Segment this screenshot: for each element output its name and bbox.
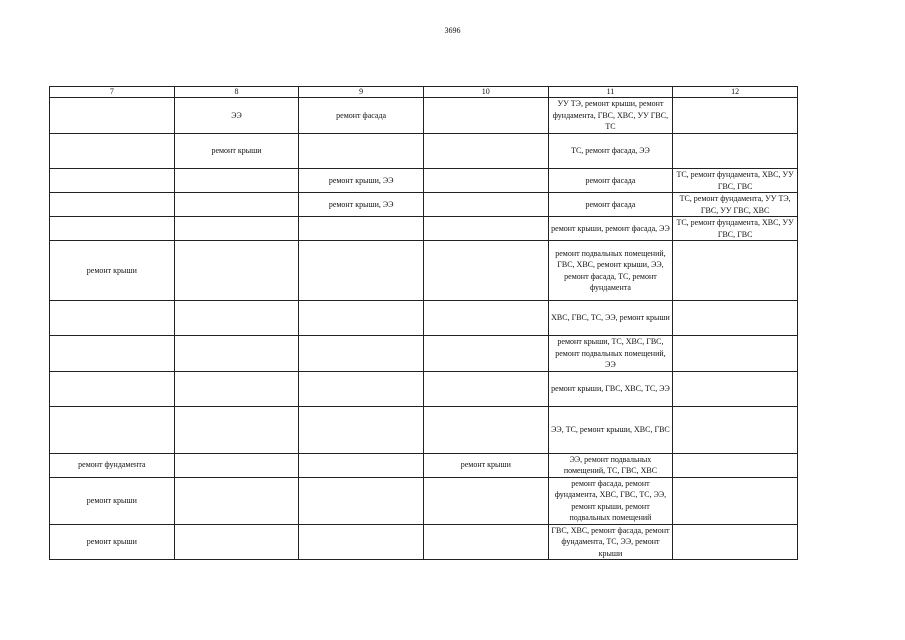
table-header-row [50,87,798,98]
table-cell [299,406,424,453]
table-cell [174,453,299,477]
table-cell [423,301,548,336]
table-cell [50,98,175,134]
work-types-table [49,86,798,560]
table-row [50,524,798,560]
table-cell [174,217,299,241]
table-cell [174,193,299,217]
table-cell [673,336,798,372]
table-cell [299,336,424,372]
table-cell [50,406,175,453]
table-cell: УУ ТЭ, ремонт крыши, ремонт фундамента, ГВС, ХВС, УУ ГВС, ТС [548,98,673,134]
table-cell: ремонт крыши, ремонт фасада, ЭЭ [548,217,673,241]
table-cell: ремонт крыши [50,477,175,524]
table-cell [174,406,299,453]
table-cell [423,241,548,301]
table-cell: ремонт крыши [423,453,548,477]
table-cell: ТС, ремонт фундамента, УУ ТЭ, ГВС, УУ ГВС, ХВС [673,193,798,217]
table-cell [673,371,798,406]
table-row [50,134,798,169]
table-cell: ремонт крыши [174,134,299,169]
table-cell [50,336,175,372]
table-cell [50,169,175,193]
table-cell [50,217,175,241]
table-cell [423,98,548,134]
table-cell: ремонт крыши [50,241,175,301]
table-row [50,301,798,336]
table-cell [423,371,548,406]
page-number: 3696 [444,26,461,35]
table-row [50,98,798,134]
table-cell [50,301,175,336]
table-cell [174,477,299,524]
table-cell [673,134,798,169]
table-cell [50,193,175,217]
table-cell [423,477,548,524]
table-cell [174,169,299,193]
table-cell [299,524,424,560]
table-cell [423,524,548,560]
column-header: 12 [673,87,798,98]
table-row [50,406,798,453]
table-cell: ремонт крыши, ЭЭ [299,169,424,193]
table-cell [673,477,798,524]
table-cell [423,217,548,241]
table-cell [423,134,548,169]
table-cell: ЭЭ [174,98,299,134]
table-cell [174,524,299,560]
table-cell [174,241,299,301]
table-cell [299,477,424,524]
table-row [50,193,798,217]
table-cell [299,241,424,301]
table-row [50,169,798,193]
table-cell: ремонт фасада [299,98,424,134]
table-row [50,336,798,372]
column-header: 8 [174,87,299,98]
table-cell [423,406,548,453]
table-cell: ТС, ремонт фасада, ЭЭ [548,134,673,169]
table-cell: ремонт фасада [548,193,673,217]
table-row [50,453,798,477]
table-cell: ТС, ремонт фундамента, ХВС, УУ ГВС, ГВС [673,217,798,241]
table-cell [50,134,175,169]
table-cell: ремонт подвальных помещений, ГВС, ХВС, ремонт крыши, ЭЭ, ремонт фасада, ТС, ремонт фундамента [548,241,673,301]
column-header: 7 [50,87,175,98]
table-cell: ремонт фасада, ремонт фундамента, ХВС, ГВС, ТС, ЭЭ, ремонт крыши, ремонт подвальных помещений [548,477,673,524]
table-cell: ремонт фасада [548,169,673,193]
table-cell: ремонт крыши, ГВС, ХВС, ТС, ЭЭ [548,371,673,406]
table-cell [299,134,424,169]
table-cell: ремонт крыши, ТС, ХВС, ГВС, ремонт подвальных помещений, ЭЭ [548,336,673,372]
table-cell [174,336,299,372]
table-cell: ЭЭ, ТС, ремонт крыши, ХВС, ГВС [548,406,673,453]
table-cell [299,453,424,477]
table-cell: ТС, ремонт фундамента, ХВС, УУ ГВС, ГВС [673,169,798,193]
table-cell [174,371,299,406]
table-cell [423,336,548,372]
table-cell: ЭЭ, ремонт подвальных помещений, ТС, ГВС, ХВС [548,453,673,477]
table-cell [673,301,798,336]
table-row [50,371,798,406]
table-cell: ГВС, ХВС, ремонт фасада, ремонт фундамента, ТС, ЭЭ, ремонт крыши [548,524,673,560]
table-row [50,477,798,524]
table-cell [50,371,175,406]
table-cell [673,241,798,301]
table-cell: ремонт крыши, ЭЭ [299,193,424,217]
table-cell: ремонт фундамента [50,453,175,477]
table-row [50,217,798,241]
table-row [50,241,798,301]
table-cell [423,193,548,217]
table-cell [673,524,798,560]
table-cell [299,217,424,241]
column-header: 11 [548,87,673,98]
table-cell [673,98,798,134]
table-cell [299,301,424,336]
table-cell [299,371,424,406]
column-header: 10 [423,87,548,98]
table-cell [673,453,798,477]
table-cell [673,406,798,453]
column-header: 9 [299,87,424,98]
table-cell [423,169,548,193]
table-cell [174,301,299,336]
table-cell: ремонт крыши [50,524,175,560]
table-cell: ХВС, ГВС, ТС, ЭЭ, ремонт крыши [548,301,673,336]
